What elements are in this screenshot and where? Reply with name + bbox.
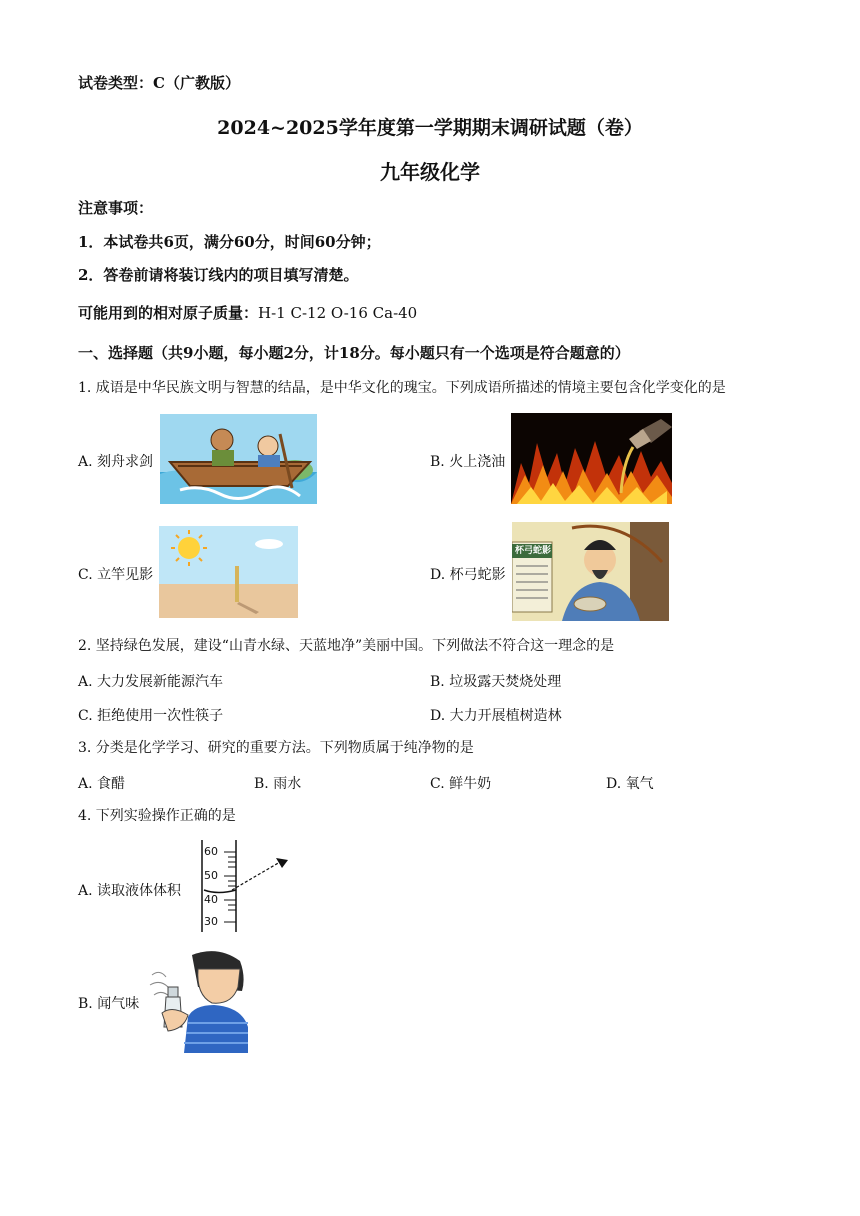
- q1-option-b[interactable]: B. 火上浇油: [430, 454, 506, 470]
- atomic-mass-values: H-1 C-12 O-16 Ca-40: [258, 304, 418, 322]
- exam-subtitle: 九年级化学: [380, 160, 480, 184]
- q4-option-a[interactable]: A. 读取液体体积: [78, 883, 182, 899]
- section1-heading: 一、选择题（共9小题，每小题2分，计18分。每小题只有一个选项是符合题意的）: [78, 344, 630, 362]
- q3-option-a[interactable]: A. 食醋: [78, 776, 126, 792]
- q3-option-c[interactable]: C. 鲜牛奶: [430, 776, 492, 792]
- q2-option-c[interactable]: C. 拒绝使用一次性筷子: [78, 708, 224, 724]
- q2-option-b[interactable]: B. 垃圾露天焚烧处理: [430, 674, 562, 690]
- tick-label-30: 30: [204, 915, 218, 928]
- note-item-1: 1．本试卷共6页，满分60分，时间60分钟；: [78, 233, 381, 251]
- notes-heading: 注意事项：: [78, 199, 154, 217]
- fire-illustration: [511, 413, 672, 504]
- q4-option-b[interactable]: B. 闻气味: [78, 996, 140, 1012]
- exam-title: 2024~2025学年度第一学期期末调研试题（卷）: [217, 117, 643, 139]
- q2-stem: 2. 坚持绿色发展，建设“山青水绿、天蓝地净”美丽中国。下列做法不符合这一理念的是: [78, 638, 615, 654]
- q3-option-d[interactable]: D. 氧气: [606, 776, 654, 792]
- graduated-cylinder-figure: [196, 838, 290, 934]
- q4-stem: 4. 下列实验操作正确的是: [78, 808, 236, 824]
- boat-illustration: [160, 414, 317, 504]
- poster-illustration: [512, 522, 669, 621]
- q3-stem: 3. 分类是化学学习、研究的重要方法。下列物质属于纯净物的是: [78, 740, 474, 756]
- q3-option-b[interactable]: B. 雨水: [254, 776, 302, 792]
- poster-title: 杯弓蛇影: [514, 546, 551, 556]
- q1-stem: 1. 成语是中华民族文明与智慧的结晶，是中华文化的瑰宝。下列成语所描述的情境主要包含化学变化的是: [78, 380, 726, 396]
- paper-type: 试卷类型：C（广教版）: [78, 74, 240, 92]
- atomic-mass-label: 可能用到的相对原子质量：: [78, 304, 259, 322]
- q1-option-a[interactable]: A. 刻舟求剑: [78, 454, 154, 470]
- note-item-2: 2．答卷前请将装订线内的项目填写清楚。: [78, 266, 359, 284]
- q2-option-a[interactable]: A. 大力发展新能源汽车: [78, 674, 224, 690]
- q1-option-d[interactable]: D. 杯弓蛇影: [430, 567, 506, 583]
- tick-label-50: 50: [204, 869, 218, 882]
- atomic-mass-line: [78, 304, 417, 323]
- q1-option-c[interactable]: C. 立竿见影: [78, 567, 154, 583]
- q2-option-d[interactable]: D. 大力开展植树造林: [430, 708, 562, 724]
- tick-label-40: 40: [204, 893, 218, 906]
- pole-shadow-illustration: [159, 526, 298, 618]
- tick-label-60: 60: [204, 845, 218, 858]
- smelling-figure: [148, 947, 250, 1053]
